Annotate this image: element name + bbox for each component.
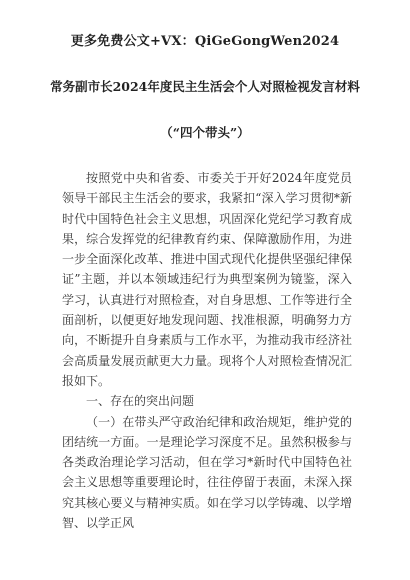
section-heading: 一、存在的突出问题 <box>86 394 195 409</box>
document-title: 常务副市长2024年度民主生活会个人对照检视发言材料 <box>50 79 360 94</box>
subsection-heading: （一）在带头严守政治纪律和政治规矩，维护党的团结统一方面。 <box>62 414 352 449</box>
intro-paragraph: 按照党中央和省委、市委关于开好2024年度党员领导干部民主生活会的要求，我紧扣“深入学习贯彻*新时代中国特色社会主义思想，巩固深化党纪学习教育成果，综合发挥党的纪律教育约束、保障激励作用，为进一步全面深化改革、推进中国式现代化提供坚强纪律保证”主题，并以本领域违纪行为典型案例为镜鉴，深入学习，认真进行对照检查，对自身思想、工作等进行全面剖析，以便更好地发现问题、找准根源，明确努力方向，不断提升自身素质与工作水平，为推动我市经济社会高质量发展贡献更大力量。现将个人对照检查情况汇报如下。 <box>62 171 352 388</box>
subsection-paragraph <box>62 412 352 534</box>
document-body <box>62 168 352 533</box>
document-subtitle: （“四个带头”） <box>160 125 250 140</box>
subsection-text: 一是理论学习深度不足。虽然积极参与各类政治理论学习活动，但在学习*新时代中国特色社会主义思想等重要理论时，往往停留于表面，未深入探究其核心要义与精神实质。如在学习以学铸魂、以学增智、以学正风 <box>62 434 352 531</box>
header-note: 更多免费公文+VX：QiGeGongWen2024 <box>70 34 340 49</box>
